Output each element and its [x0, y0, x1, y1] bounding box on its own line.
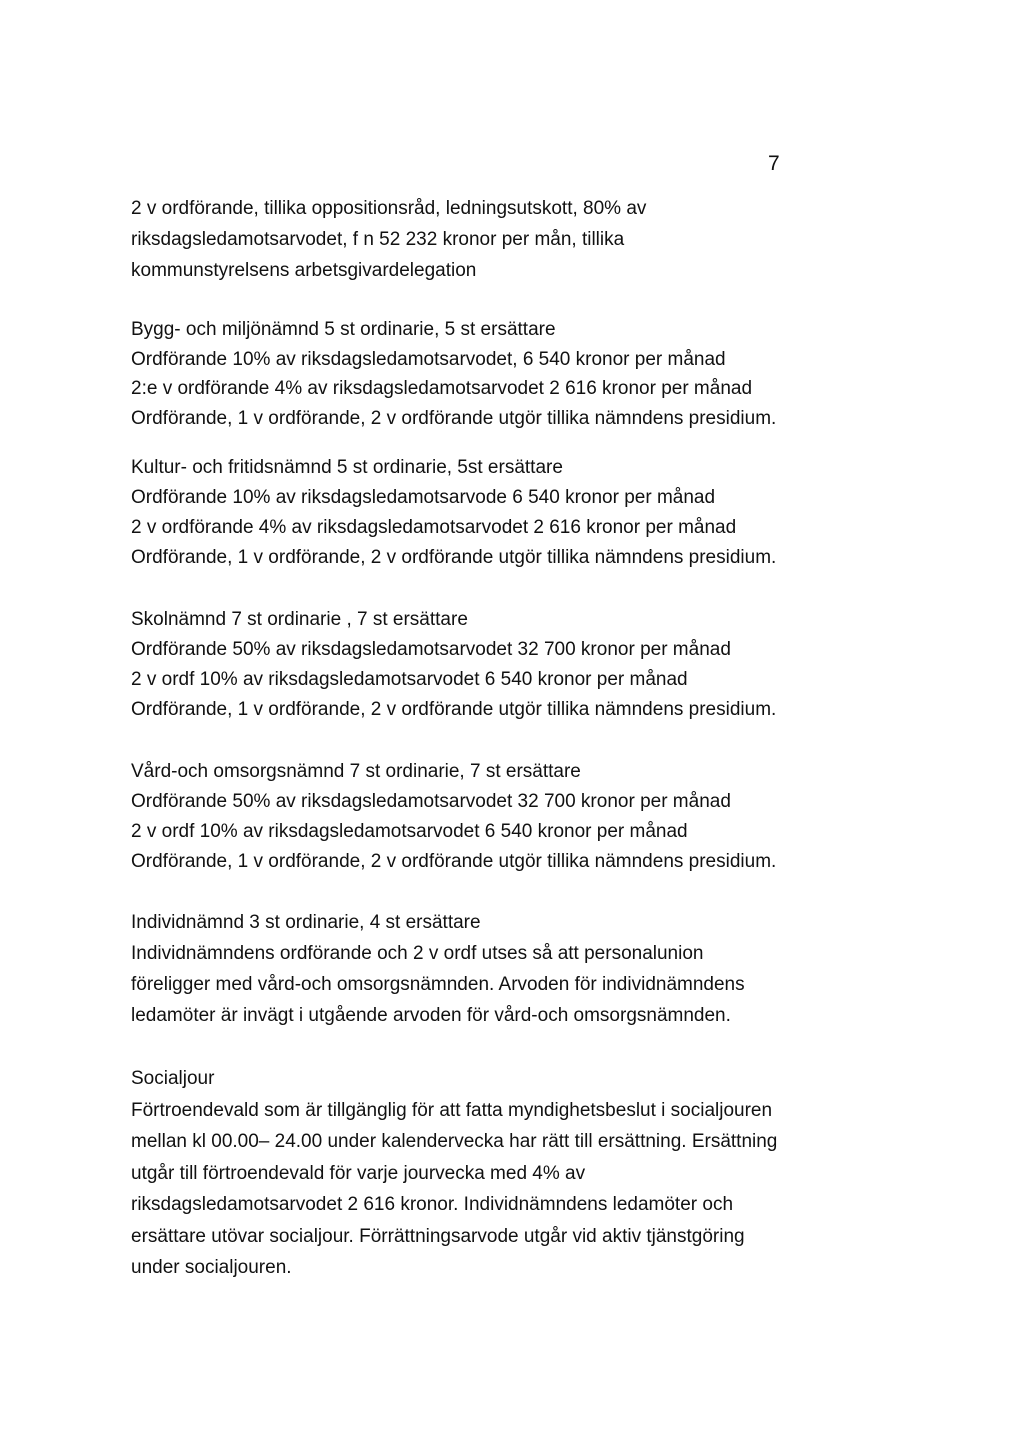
text-line: Förtroendevald som är tillgänglig för att fatta myndighetsbeslut i socialjouren — [131, 1099, 773, 1121]
section-heading: Individnämnd 3 st ordinarie, 4 st ersättare — [131, 912, 481, 933]
text-line: riksdagsledamotsarvodet, f n 52 232 kronor per mån, tillika — [131, 229, 625, 250]
section-2v-ordforande — [131, 193, 911, 286]
text-line: Ordförande, 1 v ordförande, 2 v ordförande utgör tillika nämndens presidium. — [131, 851, 777, 872]
text-line: 2 v ordf 10% av riksdagsledamotsarvodet 6 540 kronor per månad — [131, 669, 688, 690]
section-kultur-och-fritidsnamnd — [131, 453, 911, 573]
text-line: ledamöter är invägt i utgående arvoden för vård-och omsorgsnämnden. — [131, 1005, 731, 1026]
text-line: under socialjouren. — [131, 1257, 292, 1278]
text-line: Ordförande 50% av riksdagsledamotsarvodet 32 700 kronor per månad — [131, 791, 731, 812]
text-line: Ordförande 10% av riksdagsledamotsarvodet, 6 540 kronor per månad — [131, 348, 726, 370]
text-line: 2 v ordförande 4% av riksdagsledamotsarvodet 2 616 kronor per månad — [131, 517, 737, 538]
text-line: Ordförande, 1 v ordförande, 2 v ordförande utgör tillika nämndens presidium. — [131, 699, 777, 720]
section-heading: Vård-och omsorgsnämnd 7 st ordinarie, 7 st ersättare — [131, 761, 581, 782]
text-line: Ordförande, 1 v ordförande, 2 v ordförande utgör tillika nämndens presidium. — [131, 407, 777, 429]
text-line: kommunstyrelsens arbetsgivardelegation — [131, 260, 477, 281]
text-line: 2 v ordf 10% av riksdagsledamotsarvodet 6 540 kronor per månad — [131, 821, 688, 842]
section-socialjour — [131, 1063, 911, 1284]
section-heading: Skolnämnd 7 st ordinarie , 7 st ersättare — [131, 609, 468, 630]
section-vard-och-omsorgsnamnd — [131, 757, 911, 877]
text-line: 2 v ordförande, tillika oppositionsråd, ledningsutskott, 80% av — [131, 198, 647, 219]
text-line: Ordförande, 1 v ordförande, 2 v ordförande utgör tillika nämndens presidium. — [131, 547, 777, 568]
text-line: Ordförande 50% av riksdagsledamotsarvodet 32 700 kronor per månad — [131, 639, 731, 660]
section-heading: Socialjour — [131, 1068, 215, 1089]
text-line: Individnämndens ordförande och 2 v ordf utses så att personalunion — [131, 943, 704, 964]
section-bygg-och-miljonamnd — [131, 315, 911, 433]
section-heading: Kultur- och fritidsnämnd 5 st ordinarie, 5st ersättare — [131, 457, 563, 478]
page-number: 7 — [768, 152, 780, 175]
text-line: utgår till förtroendevald för varje jourvecka med 4% av — [131, 1162, 586, 1184]
text-line: mellan kl 00.00– 24.00 under kalendervecka har rätt till ersättning. Ersättning — [131, 1131, 778, 1152]
text-line: 2:e v ordförande 4% av riksdagsledamotsarvodet 2 616 kronor per månad — [131, 378, 753, 399]
section-heading: Bygg- och miljönämnd 5 st ordinarie, 5 st ersättare — [131, 319, 556, 340]
text-line: riksdagsledamotsarvodet 2 616 kronor. Individnämndens ledamöter och — [131, 1194, 734, 1215]
section-skolnamnd — [131, 605, 911, 725]
section-individnamnd — [131, 907, 911, 1031]
text-line: ersättare utövar socialjour. Förrättningsarvode utgår vid aktiv tjänstgöring — [131, 1225, 745, 1247]
text-line: föreligger med vård-och omsorgsnämnden. Arvoden för individnämndens — [131, 974, 745, 995]
text-line: Ordförande 10% av riksdagsledamotsarvode 6 540 kronor per månad — [131, 487, 716, 508]
